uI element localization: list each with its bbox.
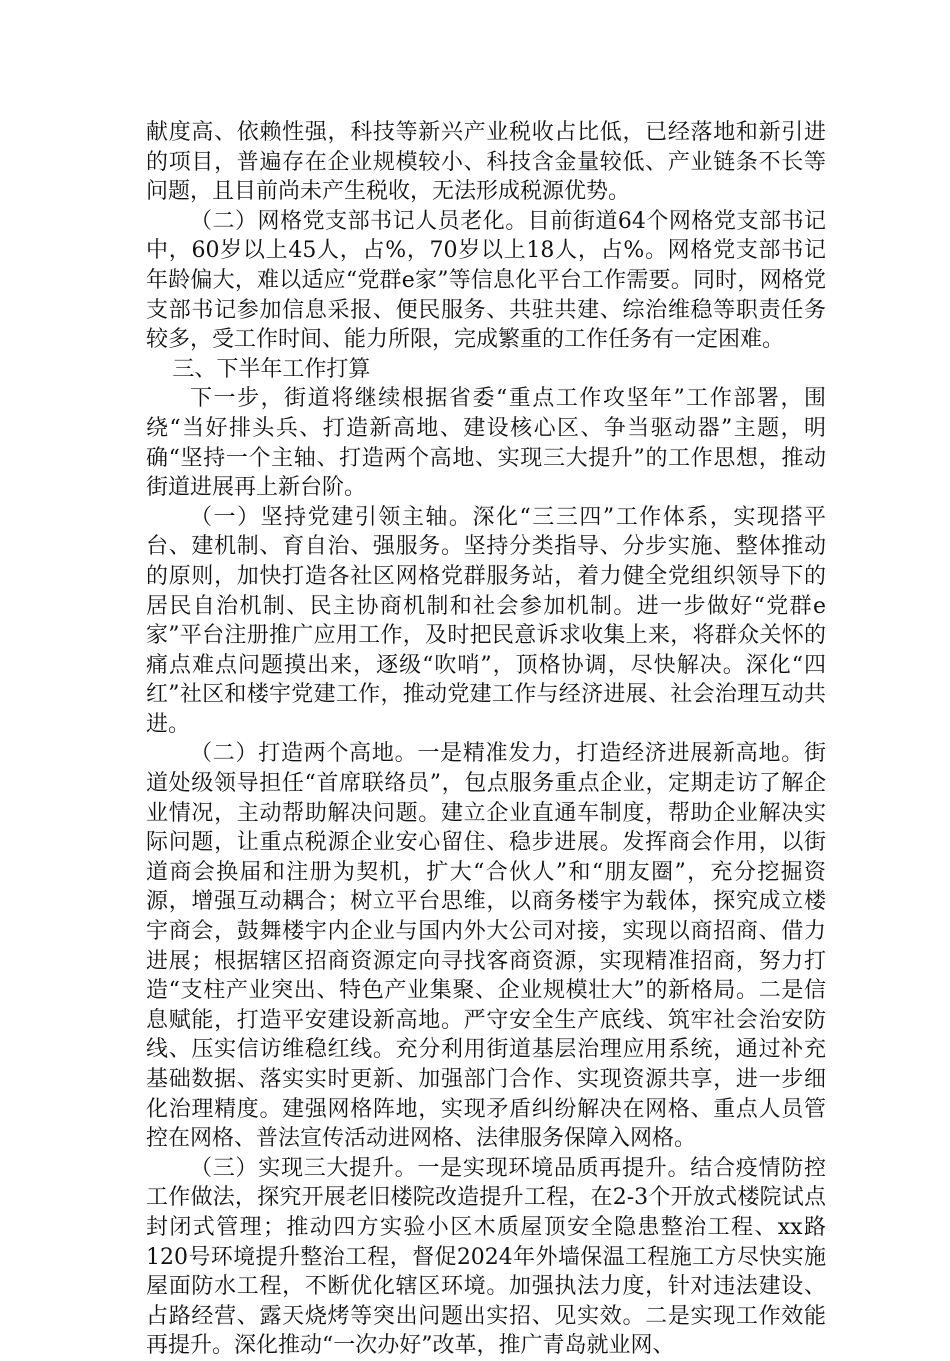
paragraph-plan-two: （二）打造两个高地。一是精准发力，打造经济进展新高地。街道处级领导担任“首席联络员”，包点服务重点企业，定期走访了解企业情况，主动帮助解决问题。建立企业直通车制度，帮助企业解决实际问题，让重点税源企业安心留住、稳步进展。发挥商会作用，以街道商会换届和注册为契机，扩大“合伙人”和“朋友圈”，充分挖掘资源，增强互动耦合；树立平台思维，以商务楼宇为载体，探究成立楼宇商会，鼓舞楼宇内企业与国内外大公司对接，实现以商招商、借力进展；根据辖区招商资源定向寻找客商资源，实现精准招商，努力打造“支柱产业突出、特色产业集聚、企业规模壮大”的新格局。二是信息赋能，打造平安建设新高地。严守安全生产底线、筑牢社会治安防线、压实信访维稳红线。充分利用街道基层治理应用系统，通过补充基础数据、落实实时更新、加强部门合作、实现资源共享，进一步细化治理精度。建强网格阵地，实现矛盾纠纷解决在网格、重点人员管控在网格、普法宣传活动进网格、法律服务保障入网格。 — [146, 741, 826, 1152]
paragraph-issue-two: （二）网格党支部书记人员老化。目前街道64个网格党支部书记中，60岁以上45人，占%，70岁以上18人，占%。网格党支部书记年龄偏大，难以适应“党群e家”等信息化平台工作需要。同时，网格党支部书记参加信息采报、便民服务、共驻共建、综治维稳等职责任务较多，受工作时间、能力所限，完成繁重的工作任务有一定困难。 — [146, 208, 826, 353]
document-page — [146, 118, 826, 1361]
section-heading: 三、下半年工作打算 — [172, 356, 371, 382]
paragraph-plan-one: （一）坚持党建引领主轴。深化“三三四”工作体系，实现搭平台、建机制、育自治、强服务。坚持分类指导、分步实施、整体推动的原则，加快打造各社区网格党群服务站，着力健全党组织领导下的居民自治机制、民主协商机制和社会参加机制。进一步做好“党群e家”平台注册推广应用工作，及时把民意诉求收集上来，将群众关怀的痛点难点问题摸出来，逐级“吹哨”，顶格协调，尽快解决。深化“四红”社区和楼宇党建工作，推动党建工作与经济进展、社会治理互动共进。 — [146, 504, 826, 737]
paragraph-plan-three: （三）实现三大提升。一是实现环境品质再提升。结合疫情防控工作做法，探究开展老旧楼院改造提升工程，在2-3个开放式楼院试点封闭式管理；推动四方实验小区木质屋顶安全隐患整治工程、xx路120号环境提升整治工程，督促2024年外墙保温工程施工方尽快实施屋面防水工程，不断优化辖区环境。加强执法力度，针对违法建设、占路经营、露天烧烤等突出问题出实招、见实效。二是实现工作效能再提升。深化推动“一次办好”改革，推广青岛就业网、 — [146, 1155, 826, 1359]
paragraph-continued: 献度高、依赖性强，科技等新兴产业税收占比低，已经落地和新引进的项目，普遍存在企业规模较小、科技含金量较低、产业链条不长等问题，且目前尚未产生税收，无法形成税源优势。 — [146, 120, 826, 205]
paragraph-plan-intro: 下一步，街道将继续根据省委“重点工作攻坚年”工作部署，围绕“当好排头兵、打造新高地、建设核心区、争当驱动器”主题，明确“坚持一个主轴、打造两个高地、实现三大提升”的工作思想，推动街道进展再上新台阶。 — [146, 386, 826, 501]
